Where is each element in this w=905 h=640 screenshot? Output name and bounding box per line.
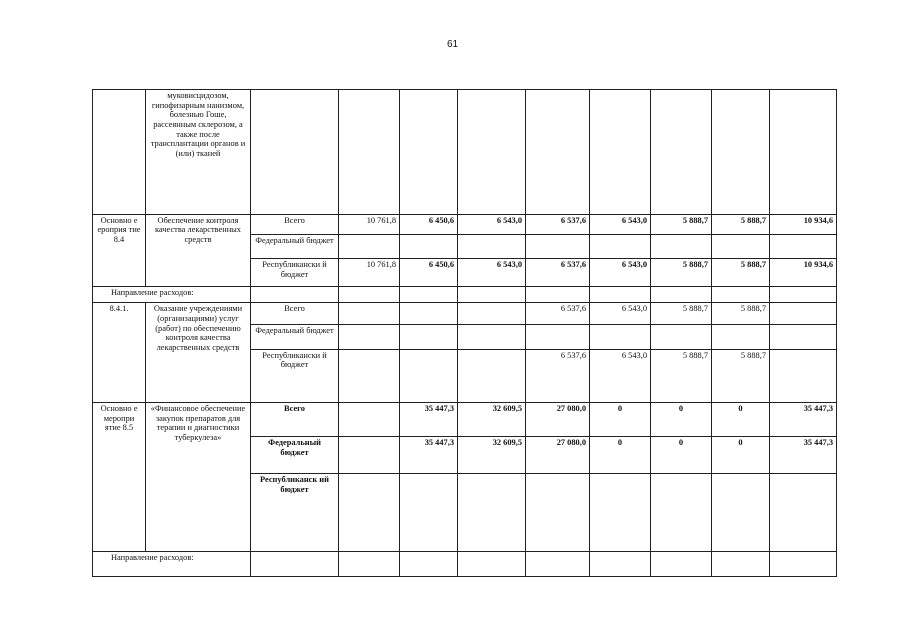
value-cell: 35 447,3 [400,437,458,474]
value-cell: 6 543,0 [458,214,526,234]
table-row [93,90,837,215]
value-cell: 6 543,0 [590,349,651,402]
value-cell: 5 888,7 [712,259,770,287]
source-label: Всего [251,303,339,325]
value-cell: 5 888,7 [712,349,770,402]
value-cell: 0 [590,437,651,474]
value-cell: 5 888,7 [651,303,712,325]
source-label: Республикански й бюджет [251,349,339,402]
value-cell: 27 080,0 [526,402,590,436]
table-row [93,402,837,436]
measure-code: Основно е меропри ятие 8.5 [93,402,146,551]
source-label: Республиканск ий бюджет [251,474,339,551]
measure-code: Основно е ероприя тие 8.4 [93,214,146,286]
table-row [93,303,837,325]
value-cell: 0 [651,402,712,436]
value-cell: 5 888,7 [712,303,770,325]
page-number: 61 [446,39,459,50]
table-row [93,287,837,303]
measure-name: Обеспечение контроля качества лекарственных средств [146,214,251,286]
value-cell: 0 [590,402,651,436]
value-cell: 35 447,3 [770,402,837,436]
source-label: Федеральный бюджет [251,325,339,349]
value-cell: 6 450,6 [400,214,458,234]
source-label: Республикански й бюджет [251,259,339,287]
direction-label: Направление расходов: [93,551,251,576]
direction-label: Направление расходов: [93,287,251,303]
value-cell: 5 888,7 [651,214,712,234]
value-cell: 6 543,0 [458,259,526,287]
value-cell: 6 543,0 [590,214,651,234]
source-label: Федеральный бюджет [251,234,339,258]
value-cell: 6 543,0 [590,303,651,325]
value-cell: 5 888,7 [712,214,770,234]
value-cell: 32 609,5 [458,402,526,436]
table-row [93,551,837,576]
measure-name: муковисцидозом, гипофизарным нанизмом, болезнью Гоше, рассеянным склерозом, а также после трансплантации органов и (или) тканей [146,90,251,215]
source-label: Всего [251,402,339,436]
value-cell: 0 [712,402,770,436]
value-cell: 6 537,6 [526,214,590,234]
source-label: Всего [251,214,339,234]
measure-name: «Финансовое обеспечение закупок препаратов для терапии и диагностики туберкулеза» [146,402,251,551]
value-cell: 32 609,5 [458,437,526,474]
value-cell: 35 447,3 [400,402,458,436]
value-cell: 35 447,3 [770,437,837,474]
value-cell: 5 888,7 [651,259,712,287]
measure-code: 8.4.1. [93,303,146,403]
value-cell: 6 450,6 [400,259,458,287]
source-label: Федеральный бюджет [251,437,339,474]
value-cell: 6 537,6 [526,259,590,287]
value-cell: 6 543,0 [590,259,651,287]
value-cell: 10 934,6 [770,259,837,287]
value-cell: 10 934,6 [770,214,837,234]
budget-table [92,89,837,577]
value-cell: 5 888,7 [651,349,712,402]
value-cell: 0 [712,437,770,474]
value-cell: 6 537,6 [526,349,590,402]
value-cell: 6 537,6 [526,303,590,325]
value-cell: 0 [651,437,712,474]
value-cell: 10 761,8 [339,259,400,287]
value-cell: 10 761,8 [339,214,400,234]
value-cell: 27 080,0 [526,437,590,474]
table-row [93,214,837,234]
measure-name: Оказание учреждениями (организациями) услуг (работ) по обеспечению контроля качества лекарственных средств [146,303,251,403]
